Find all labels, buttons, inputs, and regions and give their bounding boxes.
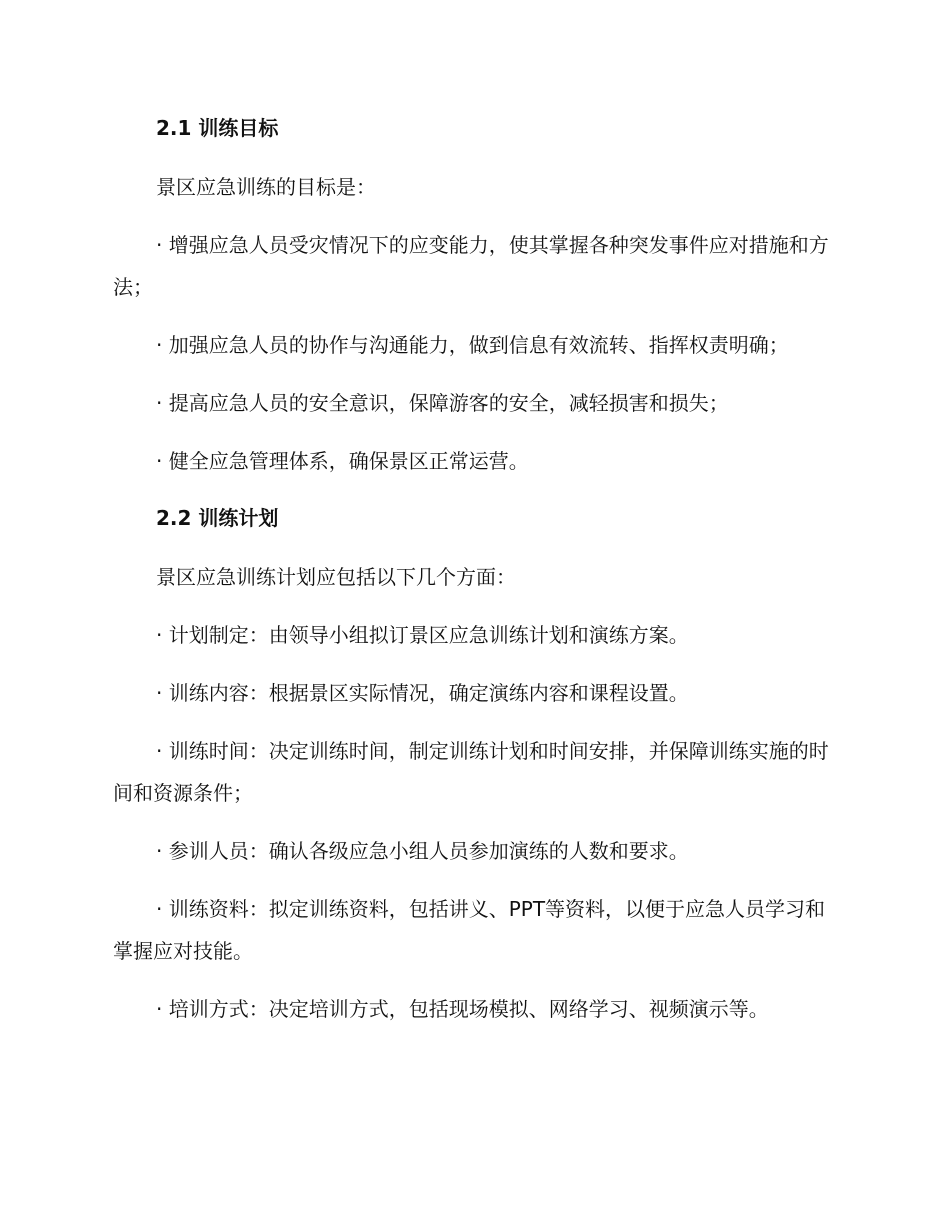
- list-item: · 健全应急管理体系，确保景区正常运营。: [156, 449, 529, 473]
- section-intro-2-2: 景区应急训练计划应包括以下几个方面：: [156, 565, 516, 589]
- list-item: · 计划制定：由领导小组拟订景区应急训练计划和演练方案。: [156, 623, 689, 647]
- list-item: · 增强应急人员受灾情况下的应变能力，使其掌握各种突发事件应对措施和方法；: [113, 233, 829, 299]
- section-heading-2-2: 2.2 训练计划: [156, 506, 279, 530]
- list-item: · 培训方式：决定培训方式，包括现场模拟、网络学习、视频演示等。: [156, 997, 769, 1021]
- list-item: · 提高应急人员的安全意识，保障游客的安全，减轻损害和损失；: [156, 391, 729, 415]
- document-page: [113, 108, 843, 1046]
- section-intro-2-1: 景区应急训练的目标是：: [156, 175, 376, 199]
- list-item: · 训练时间：决定训练时间，制定训练计划和时间安排，并保障训练实施的时间和资源条件；: [113, 739, 829, 805]
- list-item: · 训练资料：拟定训练资料，包括讲义、PPT等资料，以便于应急人员学习和掌握应对技能。: [113, 897, 826, 963]
- list-item: · 加强应急人员的协作与沟通能力，做到信息有效流转、指挥权责明确；: [156, 333, 789, 357]
- list-item: · 训练内容：根据景区实际情况，确定演练内容和课程设置。: [156, 681, 689, 705]
- list-item: · 参训人员：确认各级应急小组人员参加演练的人数和要求。: [156, 839, 689, 863]
- section-heading-2-1: 2.1 训练目标: [156, 116, 279, 140]
